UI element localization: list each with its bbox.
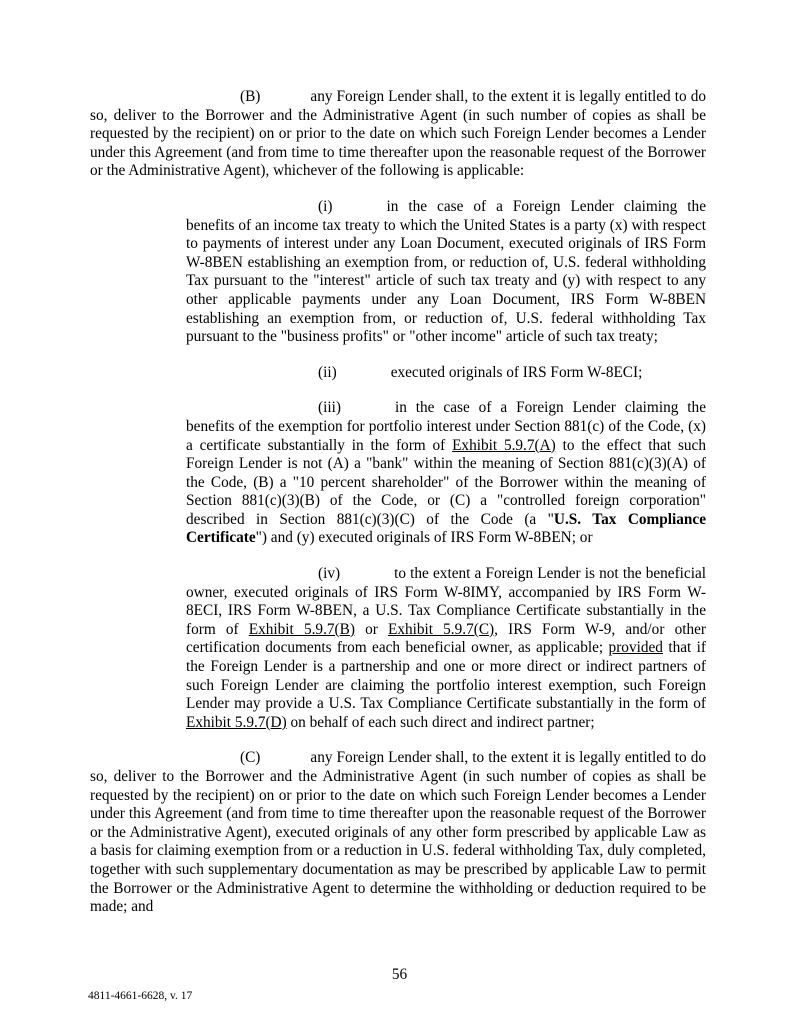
paragraph-iv-body-part3: that if the Foreign Lender is a partnership and one or more direct or indirect partners of such Foreign Lender are claiming the portfolio interest exemption, such Foreign Lender may provide a U.S. Tax Compliance Certificate substantially in the form of [186,639,706,713]
exhibit-reference-597b: Exhibit 5.9.7(B) [248,620,355,638]
paragraph-c [90,749,706,916]
paragraph-c-text [90,749,706,916]
paragraph-i-body: in the case of a Foreign Lender claiming the benefits of an income tax treaty to which the United States is a party (x) with respect to payments of interest under any Loan Document, executed originals of IRS Form W-8BEN establishing an exemption from, or reduction of, U.S. federal withholding Tax pursuant to the "interest" article of such tax treaty and (y) with respect to any other applicable payments under any Loan Document, IRS Form W-8BEN establishing an exemption from, or reduction of, U.S. federal withholding Tax pursuant to the "business profits" or "other income" article of such tax treaty; [186,197,706,346]
paragraph-iv-body-part1: to the extent a Foreign Lender is not the beneficial owner, executed originals of IRS Form W-8IMY, accompanied by IRS Form W-8ECI, IRS Form W-8BEN, a U.S. Tax Compliance Certificate substantially in the form of [186,565,706,638]
document-reference-footer: 4811-4661-6628, v. 17 [88,990,193,1002]
paragraph-iii-marker: (iii) [318,399,341,417]
paragraph-iii [186,399,706,548]
exhibit-reference-597c: Exhibit 5.9.7(C) [387,620,495,638]
paragraph-ii-body: executed originals of IRS Form W-8ECI; [390,363,643,381]
document-body [90,88,706,934]
exhibit-reference-597a: Exhibit 5.9.7(A) [452,436,556,454]
paragraph-ii-marker: (ii) [318,363,337,381]
paragraph-c-marker: (C) [240,749,261,767]
paragraph-iii-body-part1: in the case of a Foreign Lender claiming the benefits of the exemption for portfolio interest under Section 881(c) of the Code, (x) a certificate substantially in the form of [186,399,706,454]
paragraph-iv-or: or [354,620,388,638]
paragraph-iv-body-part2: , IRS Form W-9, and/or other certification documents from each beneficial owner, as applicable; [186,620,706,657]
paragraph-iii-body-part3: ") and (y) executed originals of IRS Form W-8BEN; or [255,529,593,547]
exhibit-reference-597d: Exhibit 5.9.7(D) [186,713,287,731]
page-number: 56 [391,966,408,983]
defined-term-us-tax-compliance-certificate: U.S. Tax Compliance Certificate [186,510,707,547]
paragraph-b [90,88,706,181]
paragraph-iv-body-part4: on behalf of each such direct and indirect partner; [286,713,595,731]
paragraph-b-body: any Foreign Lender shall, to the extent it is legally entitled to do so, deliver to the Borrower and the Administrative Agent (in such number of copies as shall be requested by the recipient) on or prior to the date on which such Foreign Lender becomes a Lender under this Agreement (and from time to time thereafter upon the reasonable request of the Borrower or the Administrative Agent), whichever of the following is applicable: [90,88,706,180]
paragraph-i [186,198,706,347]
paragraph-ii-text [186,364,706,383]
paragraph-b-text [90,88,706,181]
paragraph-iv [186,565,706,732]
paragraph-iii-text [186,399,706,548]
paragraph-c-body: any Foreign Lender shall, to the extent it is legally entitled to do so, deliver to the Borrower and the Administrative Agent (in such number of copies as shall be requested by the recipient) on or prior to the date on which such Foreign Lender becomes a Lender under this Agreement (and from time to time thereafter upon the reasonable request of the Borrower or the Administrative Agent), executed originals of any other form prescribed by applicable Law as a basis for claiming exemption from or a reduction in U.S. federal withholding Tax, duly completed, together with such supplementary documentation as may be prescribed by applicable Law to permit the Borrower or the Administrative Agent to determine the withholding or deduction required to be made; and [90,749,706,916]
paragraph-i-marker: (i) [318,197,333,215]
paragraph-i-text [186,198,706,347]
paragraph-iv-marker: (iv) [318,565,341,583]
paragraph-iii-body-part2: to the effect that such Foreign Lender is not (A) a "bank" within the meaning of Section 881(c)(3)(A) of the Code, (B) a "10 percent shareholder" of the Borrower within the meaning of Section 881(c)(3)(B) of the Code, or (C) a "controlled foreign corporation" described in Section 881(c)(3)(C) of the Code (a " [186,436,706,528]
paragraph-iv-text [186,565,706,732]
provided-emphasis: provided [608,639,663,657]
paragraph-b-marker: (B) [240,88,261,105]
paragraph-ii [186,364,706,383]
